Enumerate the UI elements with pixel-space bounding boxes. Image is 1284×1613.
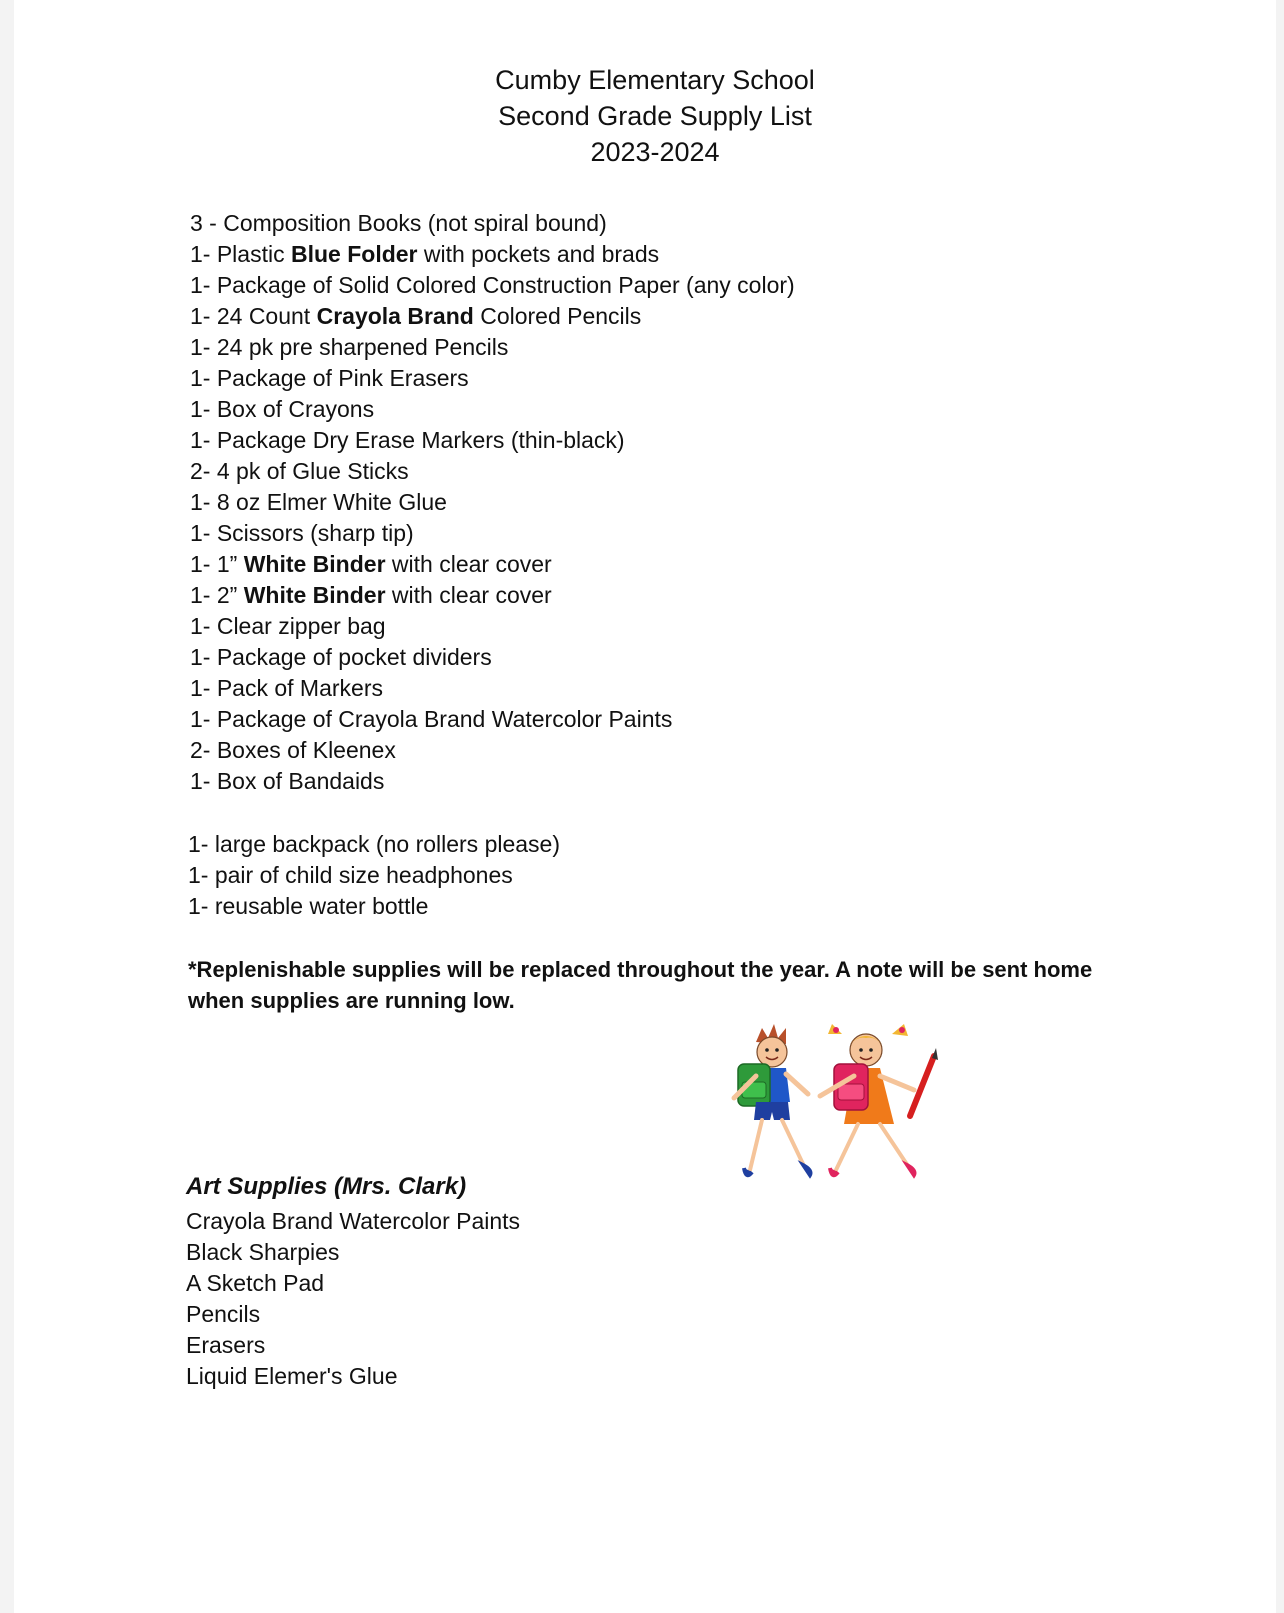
supply-item: 1- Box of Crayons: [190, 396, 375, 422]
supply-item: 1- Box of Bandaids: [190, 768, 385, 794]
art-item: Liquid Elemer's Glue: [186, 1363, 398, 1389]
list-title: Second Grade Supply List: [498, 101, 812, 131]
supply-item: 3 - Composition Books (not spiral bound): [190, 210, 607, 236]
extra-item: 1- reusable water bottle: [188, 893, 429, 919]
supply-item: 1- Package of Solid Colored Construction Paper (any color): [190, 272, 795, 298]
supply-item: 1- Package of Crayola Brand Watercolor Paints: [190, 706, 673, 732]
supply-item: 1- 2” White Binder with clear cover: [190, 582, 552, 608]
supply-item: 1- 24 Count Crayola Brand Colored Pencils: [190, 303, 642, 329]
art-item: Crayola Brand Watercolor Paints: [186, 1208, 521, 1234]
supply-item: 2- 4 pk of Glue Sticks: [190, 458, 409, 484]
supply-list: [190, 208, 795, 797]
kids-walking-with-backpacks-illustration: [724, 1020, 984, 1210]
document-header: [14, 62, 1276, 170]
extra-supply-list: [188, 829, 560, 922]
school-year: 2023-2024: [590, 137, 720, 167]
supply-item: 1- Pack of Markers: [190, 675, 383, 701]
extra-item: 1- pair of child size headphones: [188, 862, 513, 888]
document-page: [14, 0, 1276, 1613]
boy-figure: [734, 1024, 811, 1176]
art-supplies-title: Art Supplies (Mrs. Clark): [186, 1173, 467, 1200]
extra-item: 1- large backpack (no rollers please): [188, 831, 561, 857]
supply-item: 1- 24 pk pre sharpened Pencils: [190, 334, 509, 360]
supply-item: 1- Scissors (sharp tip): [190, 520, 414, 546]
art-supply-list: [186, 1206, 520, 1392]
supply-item: 2- Boxes of Kleenex: [190, 737, 396, 763]
art-item: Black Sharpies: [186, 1239, 340, 1265]
supply-item: 1- Package of Pink Erasers: [190, 365, 469, 391]
supply-item: 1- Package Dry Erase Markers (thin-black): [190, 427, 625, 453]
replenish-note: *Replenishable supplies will be replaced throughout the year. A note will be sent home when supplies are running low.: [188, 957, 1093, 1013]
art-item: A Sketch Pad: [186, 1270, 325, 1296]
art-item: Erasers: [186, 1332, 266, 1358]
girl-figure: [820, 1024, 938, 1176]
supply-item: 1- Package of pocket dividers: [190, 644, 492, 670]
supply-item: 1- Plastic Blue Folder with pockets and brads: [190, 241, 660, 267]
supply-item: 1- 1” White Binder with clear cover: [190, 551, 552, 577]
supply-item: 1- 8 oz Elmer White Glue: [190, 489, 447, 515]
school-name: Cumby Elementary School: [495, 65, 815, 95]
supply-item: 1- Clear zipper bag: [190, 613, 386, 639]
art-item: Pencils: [186, 1301, 261, 1327]
